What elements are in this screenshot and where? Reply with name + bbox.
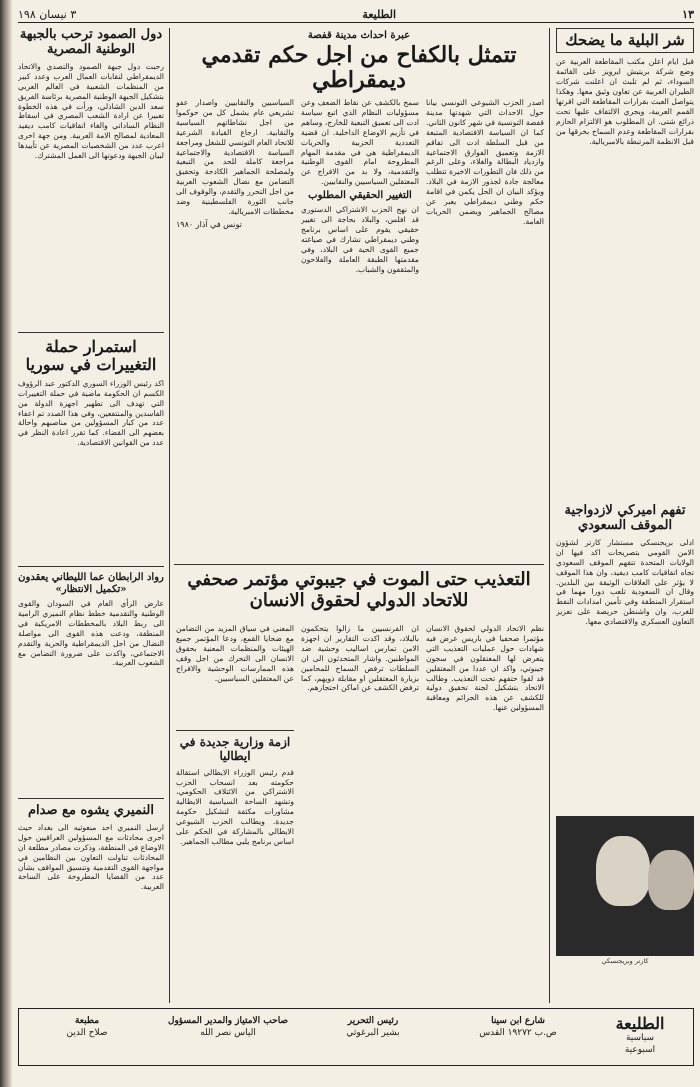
brand-frequency: اسبوعية — [624, 1045, 656, 1055]
section-divider — [18, 332, 164, 333]
italy-article — [176, 736, 294, 1002]
djibouti-column-1 — [426, 624, 544, 1002]
tunis-signoff: تونس في آذار ١٩٨٠ — [176, 219, 242, 229]
footer-masthead — [18, 1008, 694, 1066]
photo-caption: كارتر وبريجنسكي — [556, 956, 694, 966]
djibouti-text-1: نظم الاتحاد الدولي لحقوق الانسان مؤتمرا صحفيا في باريس عرض فيه شهادات حول عمليات التعذيب التي يتعرض لها المعتقلون في سجون جيبوتي، واكد ان عددا من المعتقلين قد لقوا حتفهم تحت التعذيب. وطالب الاتحاد بتشكيل لجنة تحقيق دولية للكشف عن هذه الجرائم ومعاقبة المسؤولين عنها. — [426, 624, 544, 713]
newspaper-page — [18, 6, 694, 1082]
footer-editor — [313, 1015, 433, 1039]
page-number: ١٣ — [682, 7, 694, 21]
page-binding — [0, 0, 12, 1087]
djibouti-headline: التعذيب حتى الموت في جيبوتي مؤتمر صحفي للاتحاد الدولي لحقوق الانسان — [187, 569, 531, 611]
printer-name: صلاح الدين — [66, 1028, 108, 1038]
section-divider — [174, 564, 544, 565]
italy-body: قدم رئيس الوزراء الايطالي استقالة حكومته بعد انسحاب الحزب الاشتراكي من الائتلاف الحكومي، وتشهد الساحة السياسية الايطالية مشاورات مكثفة لتشكيل حكومة جديدة. ويطالب الحزب الشيوعي الايطالي بالمشاركة في الحكم على اساس برنامج يلبي مطالب الجماهير. — [176, 767, 294, 846]
editor-label: رئيس التحرير — [347, 1016, 399, 1026]
photo-figure-1 — [596, 836, 650, 906]
column-rule — [169, 28, 170, 1003]
tunis-kicker: عبرة احداث مدينة قفصة — [307, 30, 411, 41]
tunis-headline-block — [174, 30, 544, 94]
djibouti-column-3 — [176, 624, 294, 724]
egypt-body: رحبت دول جبهة الصمود والتصدي والاتحاد الديمقراطي لنقابات العمال العرب وعدد كبير من المنظمات الشعبية في العالم العربي بتشكيل الجبهة الوطنية المصرية برئاسة الفريق سعد الدين الشاذلي، ورأت في هذه الخطوة تعبيرا عن ارادة الشعب المصري في اسقاط النظام الساداتي والغاء اتفاقيات كامب ديفيد المعادية لمصالح الامة العربية. ومن جهة اخرى اعرب عدد من الشخصيات المصرية عن تأييدها لبيان الجبهة ودعوتها الى العمل المشترك. — [18, 61, 164, 161]
running-header — [18, 6, 694, 23]
opinion-body: قبل ايام اعلن مكتب المقاطعة العربية عن وضع شركة بريتيش ايرويز على القائمة السوداء، ثم لم تلبث ان اعلنت شركات الطيران العربية عن تعاون وثيق معها. وهكذا يتواصل العبث بقرارات المقاطعة التي اقرتها القمم العربية، ويجري الالتفاف عليها تحت ذرائع شتى. ان المطلوب هو الالتزام الحازم بقرارات المقاطعة وعدم السماح بخرقها من قبل الانظمة المرتبطة بالامبريالية. — [556, 57, 694, 146]
nimeiri-article — [18, 804, 164, 1000]
djibouti-text-3: المعني في سياق المزيد من التضامن مع ضحايا القمع، ودعا المؤتمر جميع الهيئات والمنظمات المعنية بحقوق الانسان الى التحرك من اجل وقف هذه الممارسات الوحشية والافراج عن المعتقلين السياسيين. — [176, 624, 294, 683]
tunis-text-4: السياسيين والنقابيين واصدار عفو تشريعي عام يشمل كل من حوكموا من اجل نشاطاتهم السياسية والنقابية. ارجاع القيادة الشرعية للاتحاد العام التونسي للشغل ومراجعة السياسة الاقتصادية والاجتماعية مراجعة كاملة للحد من التبعية ولمصلحة الجماهير الكادحة وتحقيق التضامن مع نضال الشعوب العربية من اجل التحرر والتقدم، والوقوف الى جانب الثورة الفلسطينية وضد مخططات الامبريالية. — [176, 98, 294, 216]
saudi-article — [556, 504, 694, 804]
brand-subtitle: سياسية — [625, 1033, 655, 1043]
tunis-text-3: ان نهج الحزب الاشتراكي الدستوري قد افلس، والبلاد بحاجة الى تغيير حقيقي يقوم على اساس برنامج وطني ديمقراطي تشارك في صياغته جميع القوى الحية في البلاد، وفي مقدمتها الطبقة العاملة والفلاحون والمثقفون والشباب. — [301, 205, 419, 274]
saudi-headline: تفهم اميركي لازدواجية الموقف السعودي — [564, 504, 686, 533]
opinion-column — [556, 28, 694, 498]
sudan-article — [18, 572, 164, 792]
nimeiri-headline: النميري يشوه مع صدام — [27, 804, 154, 818]
footer-owner — [153, 1015, 303, 1039]
footer-printer — [27, 1015, 147, 1039]
djibouti-column-2 — [301, 624, 419, 1002]
editor-name: بشير البرغوثي — [346, 1028, 400, 1038]
syria-body: اكد رئيس الوزراء السوري الدكتور عبد الرؤوف الكسم ان الحكومة ماضية في حملة التغييرات التي تهدف الى تطهير اجهزة الدولة من الفاسدين والمنتفعين، وفي هذا الصدد تم اعفاء عدد من كبار المسؤولين من مناصبهم واحالة بعضهم الى القضاء. كما تقرر اعادة النظر في عدد من القوانين الاقتصادية. — [18, 378, 164, 448]
djibouti-text-2: ان الفرنسيين ما زالوا يتحكمون بالبلاد، وقد اكدت التقارير ان اجهزة الامن تمارس اساليب وحشية ضد المواطنين. واشار المتحدثون الى ان السلطات ترفض السماح للمحامين بزيارة المعتقلين او مقابلة ذويهم، كما ترفض الكشف عن اماكن احتجازهم. — [301, 624, 419, 693]
section-divider — [176, 730, 294, 731]
footer-brand — [595, 1015, 685, 1056]
section-divider — [18, 798, 164, 799]
owner-name: الياس نصر الله — [200, 1028, 256, 1038]
photo-figure-2 — [648, 850, 694, 910]
footer-address — [453, 1015, 583, 1039]
news-photo — [556, 816, 694, 966]
syria-headline: استمرار حملة التغييرات في سوريا — [25, 338, 157, 375]
saudi-body: ادلى بريجنسكي مستشار كارتر لشؤون الامن القومي بتصريحات اكد فيها ان الولايات المتحدة تتفهم الموقف السعودي تجاه اتفاقيات كامب ديفيد، وان هذا الموقف لا يؤثر على العلاقات الوثيقة بين البلدين. وقال ان السعودية تلعب دورا مهما في استقرار المنطقة وفي تأمين امدادات النفط للغرب، وان واشنطن حريصة على تعزيز التعاون العسكري والاقتصادي معها. — [556, 537, 694, 627]
address-pobox: ص.ب ١٩٢٧٢ القدس — [479, 1028, 557, 1038]
sudan-headline: رواد الرابطان عما الليطاني يعقدون «تكميل الانتظار» — [18, 572, 164, 595]
brand-logo: الطليعة — [615, 1014, 665, 1033]
issue-date: ٣ نيسان ١٩٨ — [18, 7, 77, 21]
tunis-subhead: التغيير الحقيقي المطلوب — [308, 190, 412, 202]
tunis-text-2: سمح بالكشف عن نقاط الضعف وعن مسؤوليات النظام الذي اتبع سياسة ادت الى تعميق التبعية للخارج، وساهم في تأزيم الاوضاع الداخلية. ان قضية التعددية الحزبية والحريات الديمقراطية هي في مقدمة المهام المطروحة امام القوى الوطنية والتقدمية، ولا بد من الافراج عن المعتقلين السياسيين والنقابيين. — [301, 98, 419, 187]
syria-article — [18, 338, 164, 560]
opinion-headline: شر البلية ما يضحك — [556, 28, 694, 53]
tunis-headline: تتمثل بالكفاح من اجل حكم تقدمي ديمقراطي — [201, 42, 517, 94]
owner-label: صاحب الامتياز والمدير المسؤول — [167, 1016, 289, 1026]
nimeiri-body: ارسل النميري احد مبعوثيه الى بغداد حيث اجرى محادثات مع المسؤولين العراقيين حول الاوضاع في المنطقة، وذكرت مصادر مطلعة ان المحادثات تناولت التعاون بين النظامين في مواجهة القوى التقدمية وتنسيق المواقف بشأن عدد من القضايا المطروحة على الساحة العربية. — [18, 822, 164, 892]
masthead-small: الطليعة — [362, 7, 397, 21]
sudan-body: عارض الرأي العام في السودان والقوى الوطنية والتقدمية خطط نظام النميري الرامية الى ربط البلاد بالمخططات الامريكية في المنطقة، ودعت هذه القوى الى مواصلة النضال من اجل الديمقراطية والحرية والتقدم الاجتماعي، واكدت على ضرورة التضامن مع الشعوب العربية. — [18, 599, 164, 668]
printer-label: مطبعة — [74, 1016, 100, 1026]
section-divider — [18, 566, 164, 567]
italy-headline: ازمة وزارية جديدة في ايطاليا — [179, 736, 291, 763]
tunis-text-1: اصدر الحزب الشيوعي التونسي بيانا حول الاحداث التي شهدتها مدينة قفصة التونسية في شهر كانون الثاني. كما ان السياسة الاقتصادية المتبعة من قبل السلطة ادت الى تفاقم الازمة وتعميق الفوارق الاجتماعية وازدياد البطالة والغلاء، وعلى الرغم من ذلك فان التطورات الاخيرة تتطلب معالجة جادة لجذور الازمة في البلاد. ويؤكد البيان ان الحل يكمن في اقامة حكم وطني ديمقراطي يعبر عن مصالح الجماهير ويضمن الحريات العامة. — [426, 98, 544, 226]
tunis-column-3 — [176, 98, 294, 558]
column-rule — [549, 28, 550, 1003]
address-street: شارع ابن سينا — [491, 1016, 545, 1026]
egypt-article — [18, 28, 164, 328]
egypt-headline: دول الصمود ترحب بالجبهة الوطنية المصرية — [19, 28, 163, 57]
tunis-column-1 — [426, 98, 544, 558]
tunis-column-2 — [301, 98, 419, 558]
